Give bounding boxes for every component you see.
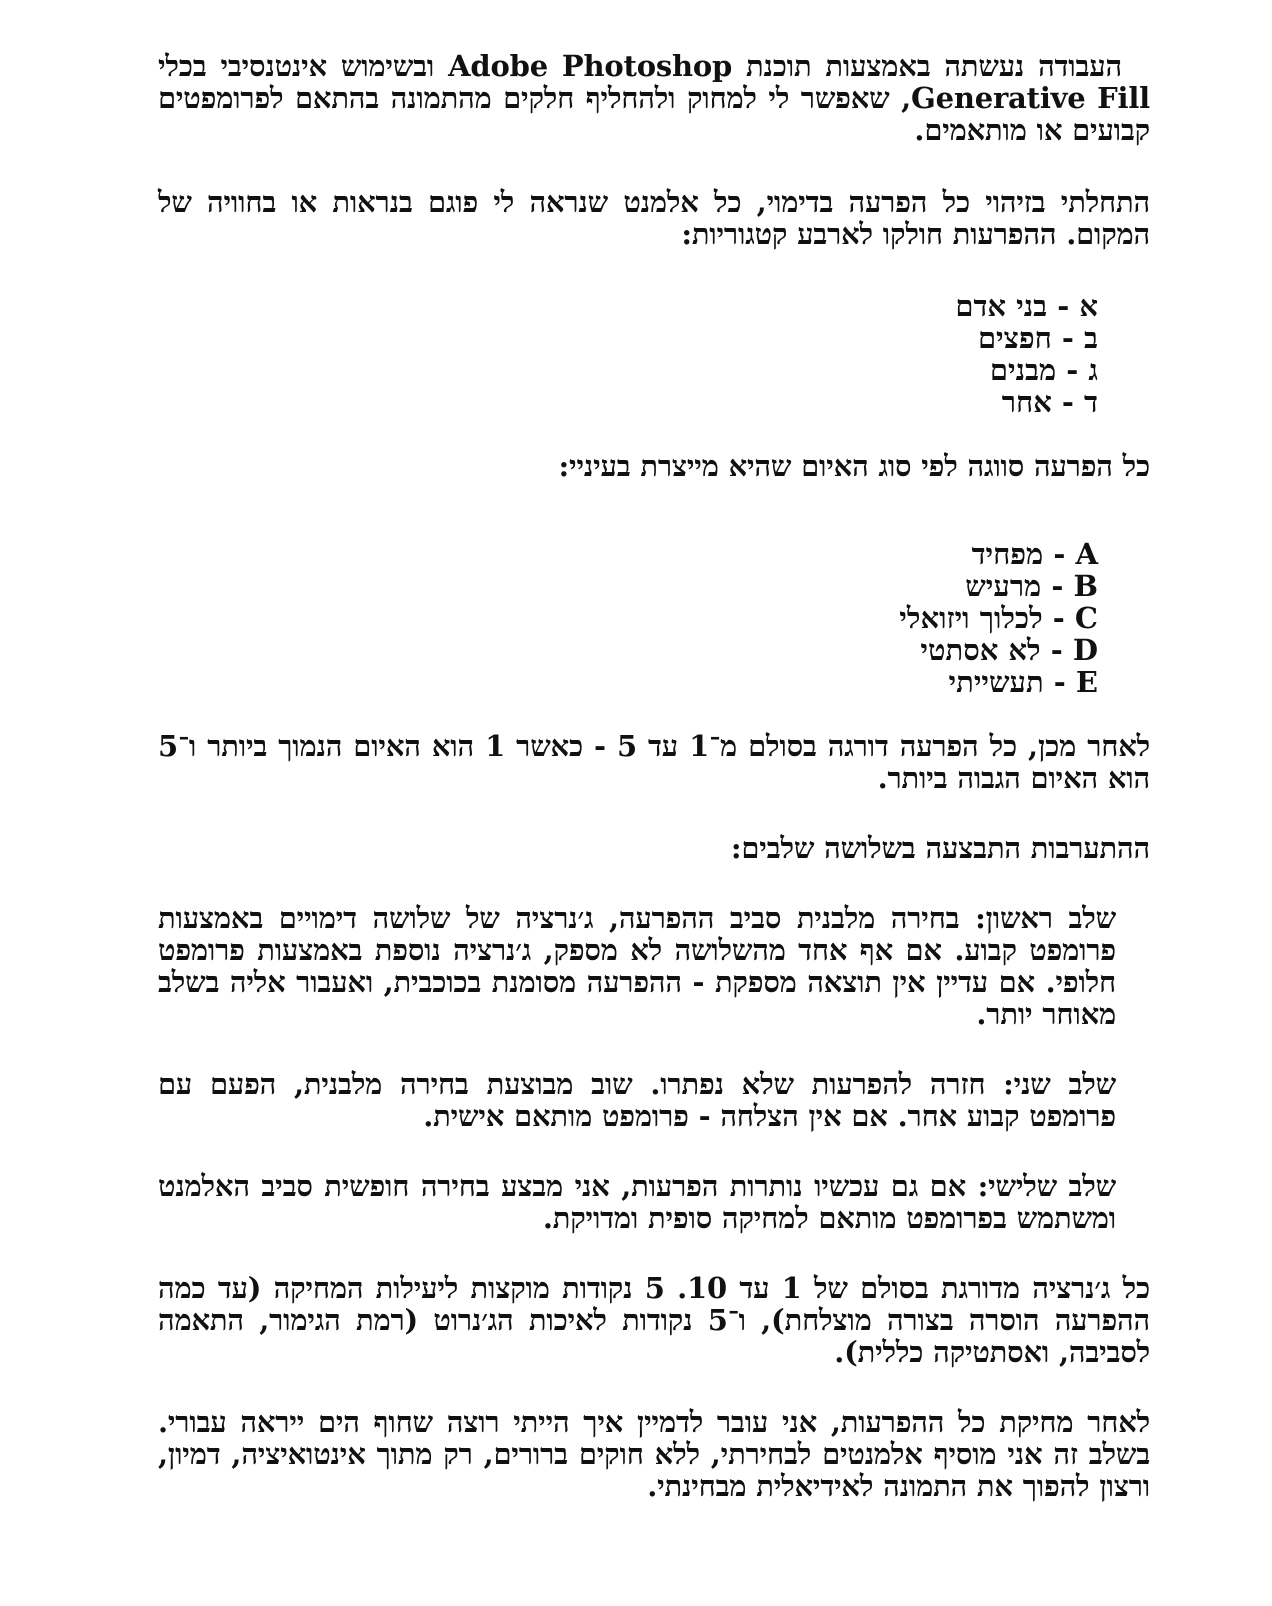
stages-heading: ההתערבות התבצעה בשלושה שלבים: (730, 831, 1150, 865)
category-item: ג - מבנים (989, 353, 1098, 387)
threat-type-item: E - תעשייתי (948, 665, 1098, 699)
category-item: ב - חפצים (977, 321, 1098, 355)
threat-type-item: C - לכלוך ויזואלי (899, 601, 1098, 635)
intro-paragraph: העבודה נעשתה באמצעות תוכנת Adobe Photoshop ובשימוש אינטנסיבי בכלי Generative Fill, שאפשר לי למחוק ולהחליף חלקים מהתמונה בהתאם לפרומפטים קבועים או מותאמים. (158, 49, 1150, 147)
threat-intro-paragraph: כל הפרעה סווגה לפי סוג האיום שהיא מייצרת בעיניי: (558, 449, 1150, 483)
threat-type-list (158, 538, 1150, 698)
stage-two-paragraph: שלב שני: חזרה להפרעות שלא נפתרו. שוב מבוצעת בחירה מלבנית, הפעם עם פרומפט קבוע אחר. אם אין הצלחה - פרומפט מותאם אישית. (158, 1067, 1116, 1133)
stage-three-paragraph: שלב שלישי: אם גם עכשיו נותרות הפרעות, אני מבצע בחירה חופשית סביב האלמנט ומשתמש בפרומפט מותאם למחיקה סופית ומדויקת. (158, 1169, 1116, 1235)
stage-one-paragraph: שלב ראשון: בחירה מלבנית סביב ההפרעה, ג׳נרציה של שלושה דימויים באמצעות פרומפט קבוע. אם אף אחד מהשלושה לא מספק, ג׳נרציה נוספת באמצעות פרומפט חלופי. אם עדיין אין תוצאה מספקת - ההפרעה מסומנת בכוכבית, ואעבור אליה בשלב מאוחר יותר. (158, 901, 1116, 1031)
closing-paragraph: לאחר מחיקת כל ההפרעות, אני עובר לדמיין איך הייתי רוצה שחוף הים ייראה עבורי. בשלב זה אני מוסיף אלמנטים לבחירתי, ללא חוקים ברורים, רק מתוך אינטואיציה, דמיון, ורצון להפוך את התמונה לאידיאלית מבחינתי. (158, 1405, 1150, 1503)
document-page (158, 50, 1150, 1502)
threat-type-item: D - לא אסתטי (920, 633, 1098, 667)
rating-paragraph: לאחר מכן, כל הפרעה דורגה בסולם מ־1 עד 5 - כאשר 1 הוא האיום הנמוך ביותר ו־5 הוא האיום הגבוה ביותר. (158, 729, 1151, 795)
scoring-paragraph: כל ג׳נרציה מדורגת בסולם של 1 עד 10. 5 נקודות מוקצות ליעילות המחיקה (עד כמה ההפרעה הוסרה בצורה מוצלחת), ו־5 נקודות לאיכות הג׳נרוט (רמת הגימור, התאמה לסביבה, ואסתטיקה כללית). (158, 1271, 1150, 1369)
identification-paragraph: התחלתי בזיהוי כל הפרעה בדימוי, כל אלמנט שנראה לי פוגם בנראות או בחוויה של המקום. ההפרעות חולקו לארבע קטגוריות: (158, 185, 1150, 251)
category-item: ד - אחר (1001, 385, 1098, 419)
category-item: א - בני אדם (955, 289, 1098, 323)
threat-type-item: A - מפחיד (971, 537, 1098, 571)
category-list (158, 290, 1150, 418)
threat-type-item: B - מרעיש (965, 569, 1098, 603)
